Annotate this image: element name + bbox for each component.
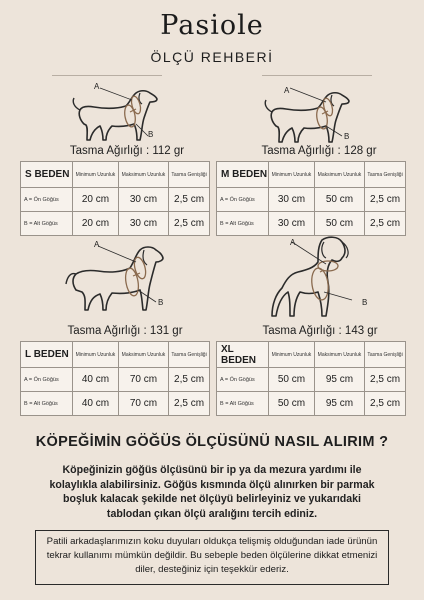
marker-a-l: A	[94, 240, 100, 249]
size-name: M BEDEN	[217, 162, 269, 188]
weight-m: Tasma Ağırlığı : 128 gr	[261, 145, 377, 157]
cell-min: 40 cm	[73, 368, 119, 392]
col-width: Tasma Genişliği	[169, 342, 210, 368]
cell-width: 2,5 cm	[169, 368, 210, 392]
header-divider-left	[52, 75, 162, 76]
cell-min: 50 cm	[269, 392, 315, 416]
cell-max: 50 cm	[314, 212, 364, 236]
row-label: B = Alt Göğüs	[217, 392, 269, 416]
col-width: Tasma Genişliği	[169, 162, 210, 188]
measurement-instructions: Köpeğinizin göğüs ölçüsünü bir ip ya da mezura yardımı ile kolaylıkla alabilirsiniz. Göğüs kısmında ölçü alınırken bir parmak boşluk kalacak şekilde net ölçüyü belirleyiniz ve yukarıdaki tablodan çıkan ölçü aralığını tercih ediniz.	[49, 464, 375, 520]
col-max: Maksimum Uzunluk	[118, 162, 168, 188]
col-min: Minimum Uzunluk	[73, 162, 119, 188]
col-min: Minimum Uzunluk	[269, 342, 315, 368]
size-table-xl	[216, 341, 406, 416]
row-label: B = Alt Göğüs	[21, 392, 73, 416]
row-label: A = Ön Göğüs	[21, 188, 73, 212]
marker-a-s: A	[94, 82, 100, 91]
col-width: Tasma Genişliği	[365, 162, 406, 188]
cell-width: 2,5 cm	[365, 212, 406, 236]
cell-max: 50 cm	[314, 188, 364, 212]
brand-logo: Pasiole	[160, 10, 264, 41]
marker-b-l: B	[158, 298, 164, 307]
col-max: Maksimum Uzunluk	[118, 342, 168, 368]
cell-min: 40 cm	[73, 392, 119, 416]
col-max: Maksimum Uzunluk	[314, 162, 364, 188]
page-subtitle: ÖLÇÜ REHBERİ	[150, 49, 274, 65]
weight-l: Tasma Ağırlığı : 131 gr	[67, 325, 183, 337]
cell-width: 2,5 cm	[169, 188, 210, 212]
cell-max: 95 cm	[314, 368, 364, 392]
col-max: Maksimum Uzunluk	[314, 342, 364, 368]
cell-width: 2,5 cm	[365, 392, 406, 416]
marker-a-m: A	[284, 86, 290, 95]
col-min: Minimum Uzunluk	[269, 162, 315, 188]
cell-max: 70 cm	[118, 392, 168, 416]
size-table-m	[216, 161, 406, 236]
size-table-l	[20, 341, 210, 416]
cell-max: 30 cm	[118, 212, 168, 236]
cell-width: 2,5 cm	[365, 368, 406, 392]
size-name: XL BEDEN	[217, 342, 269, 368]
row-label: B = Alt Göğüs	[21, 212, 73, 236]
cell-width: 2,5 cm	[169, 212, 210, 236]
size-name: S BEDEN	[21, 162, 73, 188]
row-label: A = Ön Göğüs	[217, 188, 269, 212]
cell-min: 20 cm	[73, 212, 119, 236]
cell-width: 2,5 cm	[365, 188, 406, 212]
marker-a-xl: A	[290, 238, 296, 247]
cell-min: 20 cm	[73, 188, 119, 212]
cell-min: 30 cm	[269, 212, 315, 236]
cell-min: 30 cm	[269, 188, 315, 212]
weight-s: Tasma Ağırlığı : 112 gr	[69, 145, 185, 157]
row-label: B = Alt Göğüs	[217, 212, 269, 236]
row-label: A = Ön Göğüs	[21, 368, 73, 392]
size-table-s	[20, 161, 210, 236]
return-policy-note: Patili arkadaşlarımızın koku duyuları oldukça telişmiş olduğundan iade ürünün tekrar kullanımı mümkün değildir. Bu sebeple beden ölçülerine dikkat etmenizi diler, desteğiniz için teşekkür ederiz.	[35, 530, 389, 585]
marker-b-m: B	[344, 132, 350, 141]
measurement-heading: KÖPEĞİMİN GÖĞÜS ÖLÇÜSÜNÜ NASIL ALIRIM ?	[35, 434, 389, 450]
xl-dog-illustration	[262, 232, 362, 320]
col-min: Minimum Uzunluk	[73, 342, 119, 368]
header-divider-right	[262, 75, 372, 76]
cell-min: 50 cm	[269, 368, 315, 392]
row-label: A = Ön Göğüs	[217, 368, 269, 392]
weight-xl: Tasma Ağırlığı : 143 gr	[262, 325, 378, 337]
size-name: L BEDEN	[21, 342, 73, 368]
cell-max: 95 cm	[314, 392, 364, 416]
cell-max: 70 cm	[118, 368, 168, 392]
marker-b-s: B	[148, 130, 154, 139]
col-width: Tasma Genişliği	[365, 342, 406, 368]
cell-max: 30 cm	[118, 188, 168, 212]
marker-b-xl: B	[362, 298, 368, 307]
cell-width: 2,5 cm	[169, 392, 210, 416]
